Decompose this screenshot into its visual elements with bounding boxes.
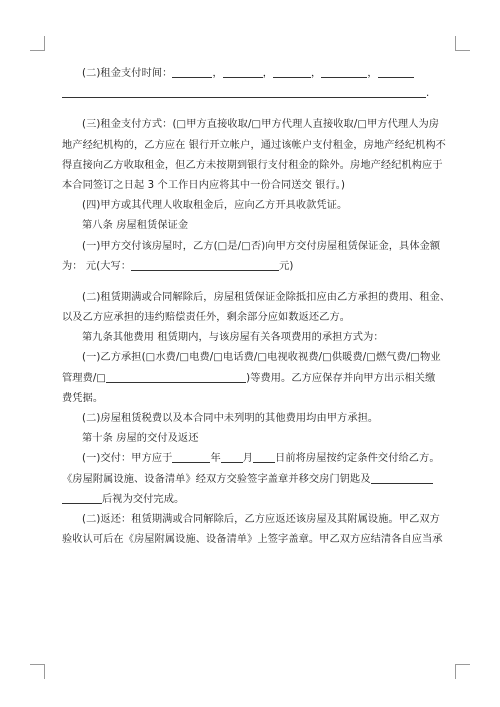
article-heading: 第八条 房屋租赁保证金: [82, 220, 189, 232]
rent-payment-time-label: (二)租金支付时间：: [82, 68, 173, 79]
article-heading: 第九条其他费用 租赁期内，与该房屋有关各项费用的承担方式为：: [82, 332, 384, 344]
crop-mark-top-right: [455, 36, 470, 51]
blank: [378, 65, 414, 78]
paragraph-line: 本合同签订之日起 3 个工作日内应将其中一份合同送交 银行。): [62, 179, 346, 191]
paragraph-line: (二)房屋租赁税费以及本合同中未列明的其他费用均由甲方承担。: [82, 413, 379, 424]
paragraph-line: (四)甲方或其代理人收取租金后，应向乙方开具收款凭证。: [82, 200, 348, 212]
document-body: [62, 64, 451, 550]
article-heading: 第十条 房屋的交付及返还: [82, 433, 199, 445]
blank: [223, 65, 263, 78]
paragraph-line: 地产经纪机构的，乙方应在 银行开立帐户，通过该帐户支付租金，房地产经纪机构不: [62, 139, 446, 151]
paragraph-line: (三)租金支付方式：(□甲方直接收取/□甲方代理人直接收取/□甲方代理人为房: [82, 119, 440, 131]
paragraph-line: 验收认可后在《房屋附属设施、设备清单》上签字盖章。甲乙双方应结清各自应当承: [62, 534, 443, 546]
paragraph-line: (一)甲方交付该房屋时，乙方(□是/□否)向甲方交付房屋租赁保证金，具体金额: [82, 240, 441, 252]
delivery-date-line: (一)交付：甲方应于 年 月 日前将房屋按约定条件交付给乙方。: [62, 449, 440, 469]
crop-mark-top-left: [30, 36, 45, 51]
blank: [106, 370, 246, 383]
paragraph-line: (二)返还：租赁期满或合同解除后，乙方应返还该房屋及其附属设施。甲乙双方: [82, 513, 440, 525]
paragraph-line: (二)租赁期满或合同解除后，房屋租赁保证金除抵扣应由乙方承担的费用、租金、: [82, 291, 451, 303]
keys-handover-continuation: 后视为交付完成。: [62, 490, 440, 510]
rent-payment-time-continuation: .: [62, 84, 440, 104]
blank: [273, 65, 311, 78]
blank: [62, 85, 426, 98]
deposit-amount-line: 为： 元(大写： 元): [62, 257, 440, 277]
paragraph-line: 以及乙方应承担的违约赔偿责任外，剩余部分应如数返还乙方。: [62, 312, 351, 324]
blank: [172, 65, 212, 78]
blank: [62, 491, 102, 504]
blank: [371, 471, 433, 484]
paragraph-line: 费凭据。: [62, 392, 104, 404]
blank: [172, 450, 210, 463]
paragraph-line: (一)乙方承担(□水费/□电费/□电话费/□电视收视费/□供暖费/□燃气费/□物业: [82, 352, 441, 364]
crop-mark-bottom-left: [30, 664, 45, 679]
blank: [221, 450, 243, 463]
paragraph-line: 得直接向乙方收取租金，但乙方未按期到银行支付租金的除外。房地产经纪机构应于: [62, 159, 443, 171]
rent-payment-time-line: (二)租金支付时间： ， ， ， ，: [62, 64, 440, 84]
blank: [131, 258, 279, 271]
blank: [253, 450, 275, 463]
property-fee-line: 管理费/□ )等费用。乙方应保存并向甲方出示相关缴: [62, 369, 440, 389]
keys-handover-line: 《房屋附属设施、设备清单》经双方交验签字盖章并移交房门钥匙及: [62, 470, 440, 490]
crop-mark-bottom-right: [455, 664, 470, 679]
blank: [321, 65, 367, 78]
